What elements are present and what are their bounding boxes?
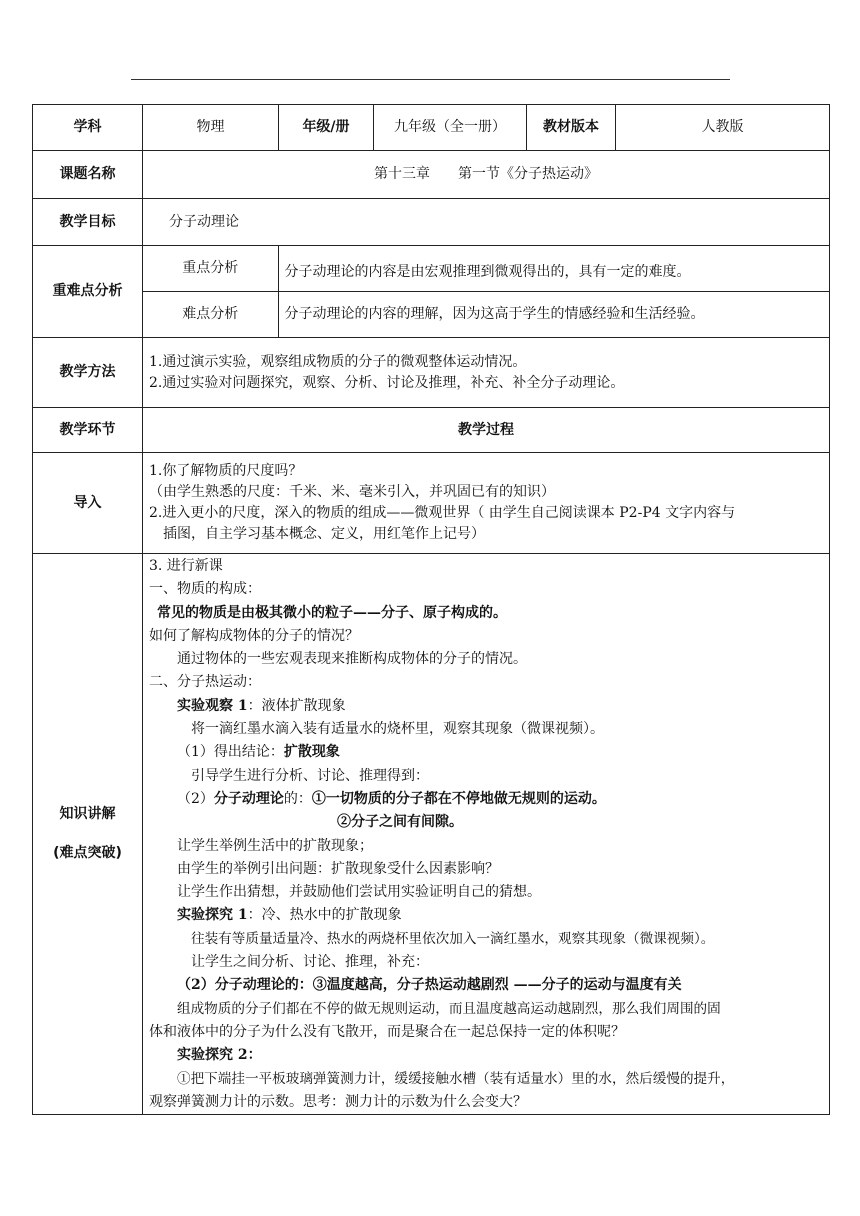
method-line-2: 2.通过实验对问题探究，观察、分析、讨论及推理，补充、补全分子动理论。 [149, 374, 625, 391]
k-line-22: 实验探究 2： [177, 1047, 262, 1064]
k-line-04: 如何了解构成物体的分子的情况？ [149, 627, 359, 644]
subject-row [33, 105, 830, 151]
edition-value: 人教版 [616, 105, 830, 151]
k-line-02: 一、物质的构成： [149, 581, 261, 598]
goal-row [33, 199, 830, 246]
goal-label: 教学目标 [33, 199, 143, 246]
k-line-08: 将一滴红墨水滴入装有适量水的烧杯里，观察其现象（微课视频）。 [191, 721, 604, 738]
intro-line-4: 插图，自主学习基本概念、定义，用红笔作上记号） [163, 526, 485, 542]
intro-line-3: 2.进入更小的尺度，深入的物质的组成——微观世界（ 由学生自己阅读课本 P2-P4 文字内容与 [149, 505, 736, 521]
course-row [33, 151, 830, 199]
k-line-11 [149, 788, 823, 811]
method-row [33, 338, 830, 408]
process-stage-label: 教学环节 [33, 408, 143, 453]
k-line-07 [149, 695, 823, 718]
k-line-05: 通过物体的一些宏观表现来推断构成物体的分子的情况。 [177, 651, 527, 668]
k-line-09 [149, 741, 823, 764]
k-line-21: 体和液体中的分子为什么没有飞散开，而是聚合在一起总保持一定的体积呢？ [149, 1023, 625, 1040]
knowledge-row [33, 554, 830, 1115]
intro-label: 导入 [33, 453, 143, 554]
analysis-row [33, 246, 830, 338]
k-line-19: （2）分子动理论的：③温度越高，分子热运动越剧烈 ——分子的运动与温度有关 [177, 977, 682, 994]
k-line-12: ②分子之间有间隙。 [337, 814, 463, 831]
k-line-13: 让学生举例生活中的扩散现象； [177, 837, 373, 854]
k-line-07-rest: ：液体扩散现象 [247, 697, 346, 714]
header-rule [131, 79, 730, 80]
k-line-09-a: （1）得出结论： [177, 744, 284, 761]
method-line-1: 1.通过演示实验，观察组成物质的分子的微观整体运动情况。 [149, 353, 527, 370]
grade-value: 九年级（全一册） [374, 105, 527, 151]
k-line-11-a: （2） [177, 790, 214, 807]
method-label: 教学方法 [33, 338, 143, 408]
k-line-14: 由学生的举例引出问题：扩散现象受什么因素影响？ [177, 860, 499, 877]
difficult-analysis-value: 分子动理论的内容的理解，因为这高于学生的情感经验和生活经验。 [278, 291, 829, 337]
process-header-row [33, 408, 830, 453]
k-line-24: 观察弹簧测力计的示数。思考：测力计的示数为什么会变大？ [149, 1093, 527, 1110]
intro-row [33, 453, 830, 554]
knowledge-content [143, 554, 830, 1115]
key-analysis-label: 重点分析 [143, 246, 278, 291]
k-line-17: 往装有等质量适量冷、热水的两烧杯里依次加入一滴红墨水，观察其现象（微课视频）。 [191, 930, 715, 947]
subject-label: 学科 [33, 105, 143, 151]
analysis-inner-table [143, 246, 829, 337]
subject-value: 物理 [143, 105, 279, 151]
key-analysis-value: 分子动理论的内容是由宏观推理到微观得出的，具有一定的难度。 [284, 263, 691, 280]
difficult-analysis-label: 难点分析 [143, 291, 278, 337]
intro-line-2: （由学生熟悉的尺度：千米、米、毫米引入，并巩固已有的知识） [149, 484, 555, 500]
intro-content [143, 453, 830, 554]
k-line-09-b: 扩散现象 [283, 744, 340, 761]
course-label: 课题名称 [33, 151, 143, 199]
analysis-label: 重难点分析 [33, 246, 143, 338]
process-title: 教学过程 [143, 408, 830, 453]
k-line-15: 让学生作出猜想，并鼓励他们尝试用实验证明自己的猜想。 [177, 884, 541, 901]
knowledge-label-2: (难点突破) [53, 845, 122, 862]
knowledge-label [33, 554, 143, 1115]
k-line-06: 二、分子热运动： [149, 674, 261, 691]
k-line-11-b: 分子动理论 [213, 790, 284, 807]
k-line-11-d: ①一切物质的分子都在不停地做无规则的运动。 [311, 790, 606, 807]
grade-label: 年级/册 [279, 105, 374, 151]
k-line-16-bold: 实验探究 1 [177, 907, 248, 924]
goal-value: 分子动理论 [143, 199, 830, 246]
k-line-07-bold: 实验观察 1 [177, 697, 248, 714]
k-line-18: 让学生之间分析、讨论、推理，补充： [191, 954, 429, 971]
k-line-16-rest: ：冷、热水中的扩散现象 [247, 907, 402, 924]
knowledge-label-1: 知识讲解 [59, 806, 116, 823]
k-line-11-c: 的： [283, 790, 312, 807]
k-line-16 [149, 904, 823, 927]
k-line-01: 3. 进行新课 [149, 558, 223, 574]
lesson-plan-table [32, 104, 830, 1115]
intro-line-1: 1.你了解物质的尺度吗？ [149, 463, 303, 479]
method-content [143, 338, 830, 408]
edition-label: 教材版本 [527, 105, 616, 151]
k-line-20: 组成物质的分子们都在不停的做无规则运动，而且温度越高运动越剧烈，那么我们周围的固 [177, 1000, 721, 1017]
course-value: 第十三章 第一节《分子热运动》 [143, 151, 830, 199]
k-line-23: ①把下端挂一平板玻璃弹簧测力计，缓缓接触水槽（装有适量水）里的水，然后缓慢的提升， [177, 1070, 735, 1087]
k-line-03: 常见的物质是由极其微小的粒子——分子、原子构成的。 [157, 604, 507, 621]
k-line-10: 引导学生进行分析、讨论、推理得到： [191, 767, 429, 784]
